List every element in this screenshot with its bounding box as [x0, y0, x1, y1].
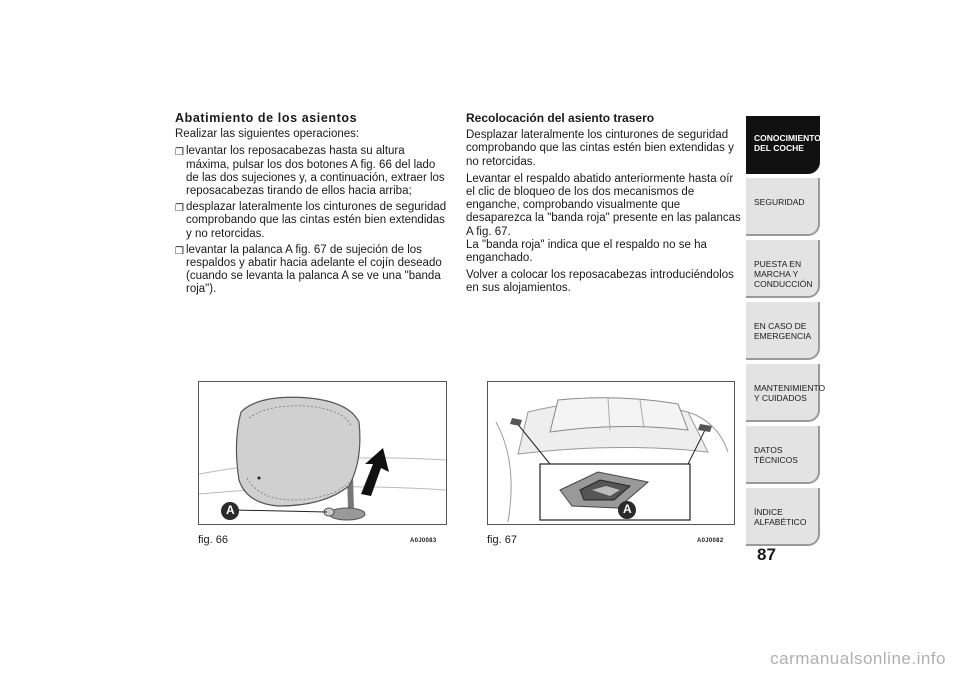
marker-a-label: A	[623, 502, 632, 516]
intro-text: Realizar las siguientes operaciones:	[175, 128, 360, 141]
checkbox-bullet-icon: ❒	[175, 147, 184, 159]
chapter-tabs	[746, 116, 826, 550]
left-column	[175, 112, 447, 300]
tab-datos-tecnicos[interactable]: DATOS TÉCNICOS	[746, 426, 820, 484]
list-item	[175, 244, 447, 297]
rear-seat-illustration	[488, 382, 734, 524]
tab-en-caso-de-emergencia[interactable]: EN CASO DE EMERGENCIA	[746, 302, 820, 360]
watermark-text: carmanualsonline.info	[770, 649, 946, 668]
right-column	[466, 112, 742, 300]
list-item	[175, 201, 447, 241]
figure-66-code: A0J0083	[410, 538, 437, 544]
tab-conocimiento-del-coche[interactable]: CONOCIMIENTO DEL COCHE	[746, 116, 820, 174]
checkbox-bullet-icon: ❒	[175, 245, 184, 257]
step-text: levantar los reposacabezas hasta su altura máxima, pulsar los dos botones A fig. 66 del lado de las dos sujeciones y, a continuación, extraer los reposacabezas tirando de ellos hacia arriba;	[186, 145, 445, 198]
page-number: 87	[757, 545, 776, 564]
figure-67-caption: fig. 67	[487, 534, 517, 546]
tab-seguridad[interactable]: SEGURIDAD	[746, 178, 820, 236]
steps-list	[175, 145, 447, 296]
checkbox-bullet-icon: ❒	[175, 203, 184, 215]
list-item	[175, 145, 447, 198]
paragraph: La "banda roja" indica que el respaldo no se ha enganchado.	[466, 238, 707, 265]
step-text: levantar la palanca A fig. 67 de sujeción de los respaldos y abatir hacia adelante el cojín deseado (cuando se levanta la palanca A se ve una "banda roja").	[186, 243, 442, 296]
marker-a-label: A	[226, 503, 235, 517]
paragraph: Volver a colocar los reposacabezas introduciéndolos en sus alojamientos.	[466, 269, 734, 295]
section-title: Abatimiento de los asientos	[175, 111, 358, 125]
tab-puesta-en-marcha[interactable]: PUESTA EN MARCHA Y CONDUCCIÓN	[746, 240, 820, 298]
figure-66-headrest	[198, 381, 447, 525]
tab-indice-alfabetico[interactable]: ÍNDICE ALFABÉTICO	[746, 488, 820, 546]
tab-mantenimiento[interactable]: MANTENIMIENTO Y CUIDADOS	[746, 364, 820, 422]
figure-66-caption: fig. 66	[198, 534, 228, 546]
subsection-title: Recolocación del asiento trasero	[466, 111, 655, 125]
paragraph: Desplazar lateralmente los cinturones de seguridad comprobando que las cintas estén bien extendidas y no retorcidas.	[466, 129, 734, 168]
figure-67-rear-seat	[487, 381, 735, 525]
figure-67-code: A0J0082	[697, 538, 724, 544]
step-text: desplazar lateralmente los cinturones de seguridad comprobando que las cintas estén bien extendidas y no retorcidas.	[186, 201, 447, 240]
paragraph: Levantar el respaldo abatido anteriormente hasta oír el clic de bloqueo de los dos mecanismos de enganche, comprobando visualmente que desaparezca la "banda roja" presente en las palancas A fig. 67.	[466, 172, 741, 238]
